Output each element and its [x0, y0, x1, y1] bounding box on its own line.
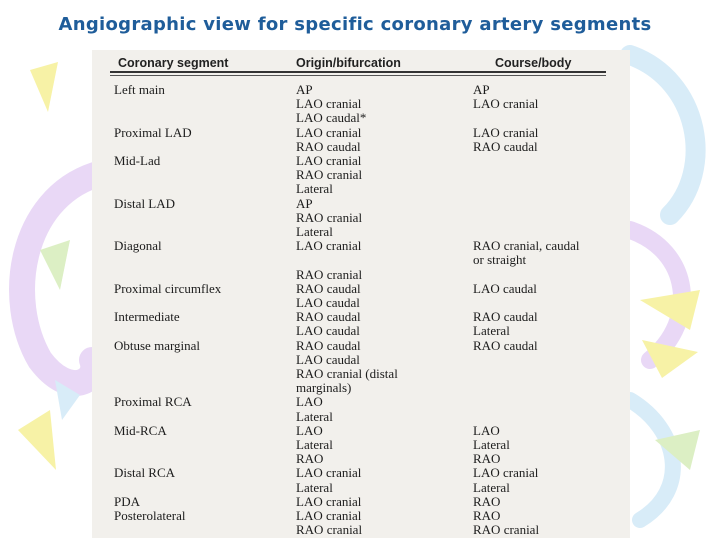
course-view: Lateral [473, 479, 510, 495]
segment-name: Left main [114, 82, 165, 97]
origin-view: LAO cranial [296, 124, 362, 140]
swirl-decoration [630, 55, 696, 215]
origin-view: RAO cranial (distal [296, 366, 398, 381]
origin-view: RAO caudal [296, 138, 361, 154]
origin-view: LAO caudal [296, 351, 360, 367]
course-view: RAO [473, 493, 501, 509]
course-view: RAO cranial [473, 522, 540, 538]
column-header-segment: Coronary segment [118, 56, 229, 70]
confetti-shape [40, 240, 70, 290]
segment-name: Distal LAD [114, 195, 176, 211]
confetti-shape [18, 410, 56, 470]
origin-view: LAO cranial [296, 508, 362, 523]
course-view: AP [473, 82, 490, 97]
origin-view: RAO cranial [296, 266, 363, 282]
origin-view: LAO [296, 422, 323, 438]
origin-view: RAO [296, 451, 324, 467]
segment-name: Intermediate [114, 309, 180, 325]
course-view: RAO caudal [473, 309, 538, 325]
course-view: LAO cranial [473, 465, 539, 481]
origin-view: Lateral [296, 224, 333, 239]
segment-name: Diagonal [114, 238, 162, 254]
confetti-shape [30, 62, 58, 112]
column-header-origin: Origin/bifurcation [296, 56, 401, 70]
origin-view: LAO caudal [296, 323, 360, 339]
origin-view: RAO cranial [296, 522, 363, 538]
origin-view: RAO caudal [296, 337, 361, 353]
course-view: RAO caudal [473, 337, 538, 353]
course-view: LAO cranial [473, 96, 539, 112]
origin-view: RAO caudal [296, 280, 361, 296]
course-view: RAO [473, 508, 501, 523]
segment-name: Proximal LAD [114, 124, 192, 140]
course-view: RAO caudal [473, 138, 538, 154]
course-view: LAO [473, 422, 500, 438]
segment-name: Posterolateral [114, 508, 186, 523]
column-header-course: Course/body [495, 56, 572, 70]
segment-name: Distal RCA [114, 465, 176, 481]
course-view: LAO caudal [473, 280, 537, 296]
origin-view: LAO cranial [296, 493, 362, 509]
origin-view: AP [296, 82, 313, 97]
segment-name: Obtuse marginal [114, 337, 201, 353]
origin-view: Lateral [296, 437, 333, 452]
course-view: Lateral [473, 437, 510, 452]
course-view: Lateral [473, 323, 510, 339]
slide-title: Angiographic view for specific coronary artery segments [58, 14, 652, 35]
origin-view: LAO cranial [296, 465, 362, 481]
header-rule [110, 75, 606, 76]
origin-view: LAO [296, 394, 323, 410]
origin-view: RAO cranial [296, 209, 363, 225]
segment-name: Mid-Lad [114, 153, 161, 168]
origin-view: Lateral [296, 479, 333, 495]
course-view: RAO [473, 451, 501, 467]
segment-name: PDA [114, 493, 141, 509]
origin-view: AP [296, 195, 313, 211]
origin-view: LAO cranial [296, 238, 362, 254]
course-view: LAO cranial [473, 124, 539, 140]
segment-name: Mid-RCA [114, 422, 167, 438]
header-rule [110, 71, 606, 73]
origin-view: LAO cranial [296, 153, 362, 168]
origin-view: marginals) [296, 380, 352, 396]
origin-view: RAO cranial [296, 167, 363, 183]
origin-view: LAO caudal* [296, 110, 367, 126]
segment-name: Proximal RCA [114, 394, 192, 410]
course-view: or straight [473, 252, 527, 268]
swirl-decoration [630, 400, 673, 520]
origin-view: Lateral [296, 408, 333, 424]
scanned-table [92, 50, 630, 538]
origin-view: LAO caudal [296, 295, 360, 310]
origin-view: Lateral [296, 181, 333, 197]
course-view: RAO cranial, caudal [473, 238, 580, 254]
origin-view: LAO cranial [296, 96, 362, 112]
segment-name: Proximal circumflex [114, 280, 222, 296]
origin-view: RAO caudal [296, 309, 361, 325]
